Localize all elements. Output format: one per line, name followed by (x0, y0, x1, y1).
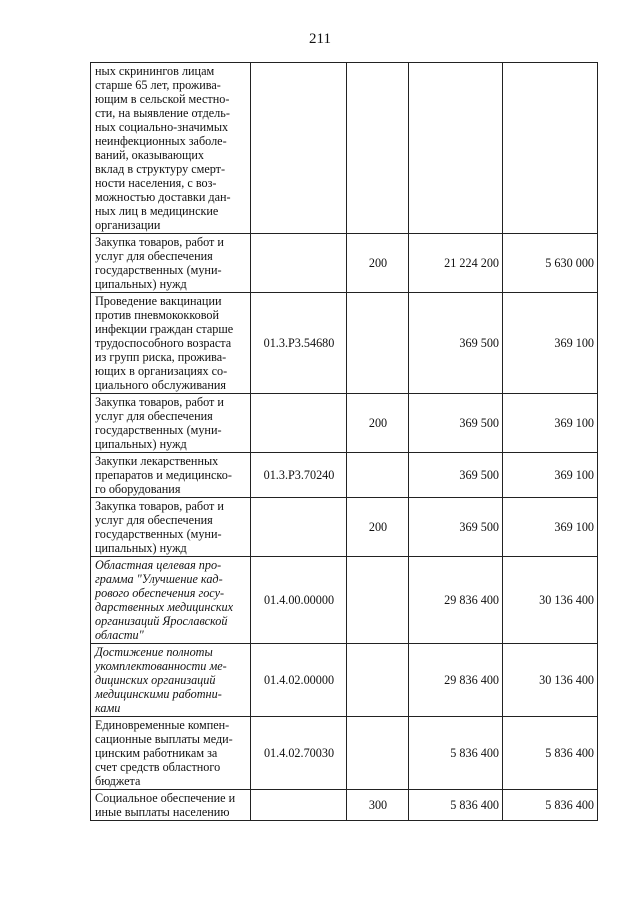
row-expense-type-cell: 200 (347, 394, 409, 453)
row-name-line: государственных (муни- (95, 263, 222, 277)
row-name-line: вклад в структуру смерт- (95, 162, 226, 176)
row-expense-type-cell (347, 63, 409, 234)
budget-table-body (91, 63, 598, 821)
row-name-line: ваний, оказывающих (95, 148, 205, 162)
row-name-line: Областная целевая про- (95, 558, 222, 572)
row-name-line: го оборудования (95, 482, 181, 496)
row-name-line: организации (95, 218, 161, 232)
row-name-cell (91, 644, 251, 717)
row-expense-type-cell (347, 293, 409, 394)
table-row (91, 63, 598, 234)
row-amount-year1-cell: 29 836 400 (409, 644, 503, 717)
row-amount-year2-cell (503, 63, 598, 234)
row-name-line: Закупка товаров, работ и (95, 499, 224, 513)
row-name-line: сти, на выявление отдель- (95, 106, 230, 120)
row-amount-year1-cell: 5 836 400 (409, 790, 503, 821)
row-name-line: из групп риска, прожива- (95, 350, 227, 364)
row-amount-year2-cell: 5 836 400 (503, 790, 598, 821)
table-row (91, 498, 598, 557)
row-amount-year2-cell: 369 100 (503, 293, 598, 394)
row-name-cell (91, 557, 251, 644)
row-name-line: ками (95, 701, 121, 715)
row-name-line: дарственных медицинских (95, 600, 234, 614)
row-name-line: организаций Ярославской (95, 614, 228, 628)
row-name-line: грамма "Улучшение кад- (95, 572, 223, 586)
row-expense-type-cell: 300 (347, 790, 409, 821)
row-name-line: ципальных) нужд (95, 277, 187, 291)
row-name-line: ющим в сельской местно- (95, 92, 230, 106)
row-name-cell (91, 394, 251, 453)
row-name-line: Достижение полноты (95, 645, 213, 659)
row-name-line: можностью доставки дан- (95, 190, 231, 204)
row-name-line: государственных (муни- (95, 527, 222, 541)
row-amount-year1-cell: 21 224 200 (409, 234, 503, 293)
row-name-line: ных лиц в медицинские (95, 204, 219, 218)
row-name-line: иные выплаты населению (95, 805, 230, 819)
row-amount-year2-cell: 5 630 000 (503, 234, 598, 293)
row-code-cell: 01.3.P3.70240 (251, 453, 347, 498)
row-name-cell (91, 717, 251, 790)
row-name-cell (91, 63, 251, 234)
row-name-line: ципальных) нужд (95, 437, 187, 451)
row-name-line: счет средств областного (95, 760, 221, 774)
row-name-line: Закупки лекарственных (95, 454, 219, 468)
row-code-cell: 01.3.P3.54680 (251, 293, 347, 394)
row-name-line: ных социально-значимых (95, 120, 229, 134)
row-expense-type-cell: 200 (347, 234, 409, 293)
row-name-cell (91, 234, 251, 293)
row-amount-year2-cell: 5 836 400 (503, 717, 598, 790)
row-name-line: циального обслуживания (95, 378, 226, 392)
row-amount-year2-cell: 30 136 400 (503, 557, 598, 644)
table-row (91, 234, 598, 293)
row-name-line: Закупка товаров, работ и (95, 235, 224, 249)
row-name-line: препаратов и медицинско- (95, 468, 232, 482)
row-amount-year1-cell: 369 500 (409, 394, 503, 453)
row-name-line: неинфекционных заболе- (95, 134, 227, 148)
row-code-cell (251, 498, 347, 557)
row-name-line: ных скринингов лицам (95, 64, 215, 78)
row-name-cell (91, 453, 251, 498)
row-name-line: бюджета (95, 774, 141, 788)
table-row (91, 717, 598, 790)
row-name-line: Единовременные компен- (95, 718, 230, 732)
table-row (91, 453, 598, 498)
row-name-line: услуг для обеспечения (95, 513, 213, 527)
row-code-cell (251, 790, 347, 821)
table-row (91, 293, 598, 394)
row-code-cell (251, 394, 347, 453)
row-amount-year2-cell: 369 100 (503, 498, 598, 557)
row-name-line: ципальных) нужд (95, 541, 187, 555)
row-name-line: дицинских организаций (95, 673, 216, 687)
row-expense-type-cell (347, 557, 409, 644)
row-name-cell (91, 790, 251, 821)
table-row (91, 394, 598, 453)
row-name-line: Закупка товаров, работ и (95, 395, 224, 409)
row-name-line: государственных (муни- (95, 423, 222, 437)
budget-table (90, 62, 598, 821)
row-code-cell: 01.4.00.00000 (251, 557, 347, 644)
row-expense-type-cell (347, 453, 409, 498)
row-expense-type-cell (347, 717, 409, 790)
row-name-line: Социальное обеспечение и (95, 791, 236, 805)
row-name-line: Проведение вакцинации (95, 294, 222, 308)
row-name-line: цинским работникам за (95, 746, 218, 760)
row-name-line: трудоспособного возраста (95, 336, 232, 350)
row-amount-year1-cell: 369 500 (409, 453, 503, 498)
row-amount-year1-cell: 29 836 400 (409, 557, 503, 644)
row-amount-year2-cell: 369 100 (503, 394, 598, 453)
row-code-cell: 01.4.02.70030 (251, 717, 347, 790)
row-code-cell (251, 234, 347, 293)
row-code-cell (251, 63, 347, 234)
table-row (91, 557, 598, 644)
row-name-line: услуг для обеспечения (95, 249, 213, 263)
row-name-line: услуг для обеспечения (95, 409, 213, 423)
row-name-line: ющих в организациях со- (95, 364, 228, 378)
row-name-line: инфекции граждан старше (95, 322, 234, 336)
row-amount-year1-cell: 369 500 (409, 498, 503, 557)
row-name-cell (91, 293, 251, 394)
row-name-line: ности населения, с воз- (95, 176, 217, 190)
row-expense-type-cell: 200 (347, 498, 409, 557)
row-name-line: медицинскими работни- (95, 687, 222, 701)
row-name-cell (91, 498, 251, 557)
row-amount-year1-cell: 5 836 400 (409, 717, 503, 790)
table-row (91, 790, 598, 821)
row-expense-type-cell (347, 644, 409, 717)
row-name-line: старше 65 лет, прожива- (95, 78, 221, 92)
row-amount-year2-cell: 369 100 (503, 453, 598, 498)
row-code-cell: 01.4.02.00000 (251, 644, 347, 717)
row-name-line: против пневмококковой (95, 308, 220, 322)
row-amount-year1-cell: 369 500 (409, 293, 503, 394)
row-amount-year1-cell (409, 63, 503, 234)
row-name-line: области" (95, 628, 144, 642)
table-row (91, 644, 598, 717)
page-number: 211 (309, 31, 331, 47)
row-amount-year2-cell: 30 136 400 (503, 644, 598, 717)
row-name-line: укомплектованности ме- (95, 659, 227, 673)
row-name-line: сационные выплаты меди- (95, 732, 233, 746)
row-name-line: рового обеспечения госу- (95, 586, 225, 600)
